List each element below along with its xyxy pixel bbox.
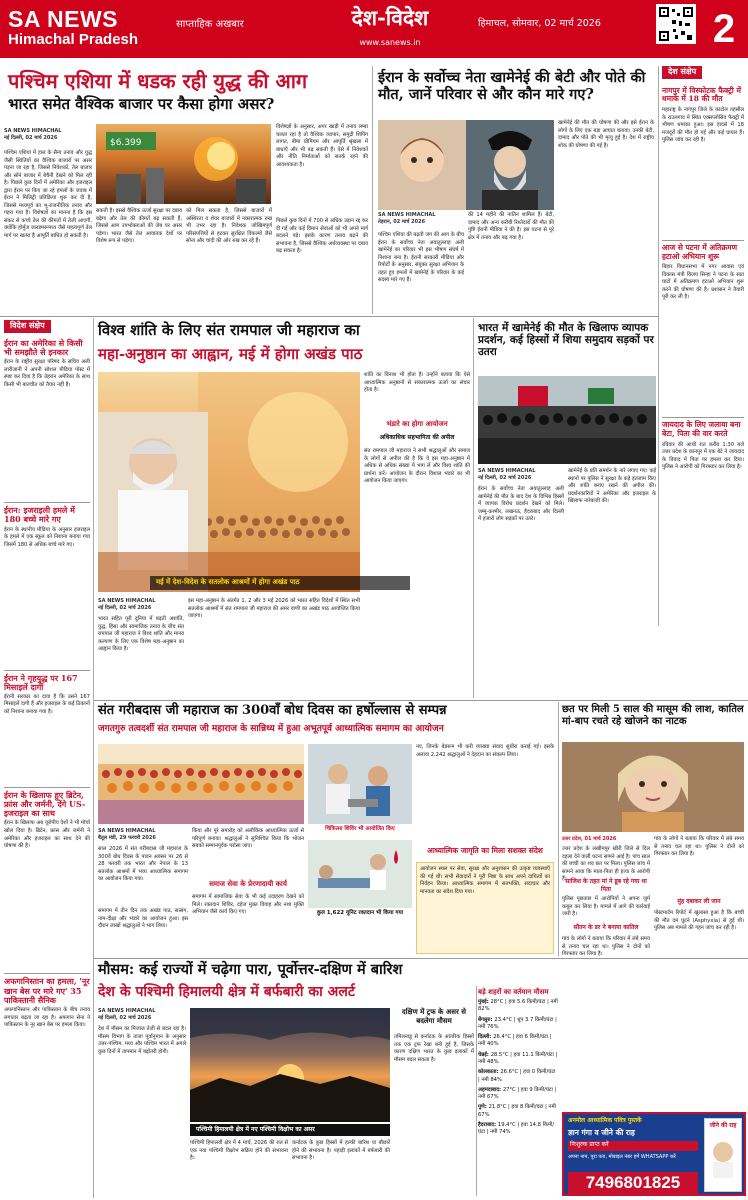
story6-col1: उत्तर प्रदेश के लखीमपुर खीरी जिले से दिल दहला देने वाली घटना सामने आई है। पांच साल की बच्ची का शव छत पर मिला। पुलिस जांच में सामने आया कि माता-पिता ही हत्या के आरोपी हैं।: [562, 846, 650, 883]
story2-col2: खामेनेई की मौत की घोषणा की और इसे ईरान के लोगों के लिए एक बड़ा आघात बताया। उनकी बेटी, दामाद और पोते की भी मृत्यु हुई है। देश में राष्ट्रीय शोक की घोषणा की गई है।: [558, 120, 654, 149]
story3-sub2: अधिकाधिक सहभागिता की अपील: [379, 434, 455, 441]
story3-byline-block: [98, 598, 188, 614]
weather-city: पुणे:: [478, 1104, 489, 1111]
ad-line1: अनमोल आध्यात्मिक पवित्र पुस्तकें: [568, 1117, 642, 1124]
story6-headline: छत पर मिली 5 साल की मासूम की लाश, कातिल मां-बाप रचते रहे खोजने का नाटक: [562, 704, 744, 727]
story7-col3: कर्नाटक के कुछ हिस्सों में हल्की बारिश या बौछारें होने की संभावना है। पहाड़ी इलाकों में बर्फबारी की संभावना है।: [292, 1140, 390, 1162]
masthead: [0, 0, 748, 58]
dateline: नई दिल्ली, 02 मार्च 2026: [4, 134, 58, 141]
brief-text: महाराष्ट्र के नागपुर जिले के काटोल तहसील के राउलगांव में स्थित एक्सप्लोसिव फैक्ट्री में भीषण धमाका हुआ। इस हादसे में 18 मजदूरों की मौत हो गई और कई घायल हैं। पुलिस जांच कर रही है।: [662, 107, 744, 144]
ad-line4: अपना नाम, पूरा पता, मोबाइल नंबर हमें WHATSAPP करें: [568, 1154, 676, 1160]
brief-text: ईरान के खिलाफ अब यूरोपीय देशों ने भी मोर्चा खोल दिया है। ब्रिटेन, फ्रांस और जर्मनी ने अमेरिका और इजराइल का साथ देने की घोषणा की है।: [4, 820, 90, 850]
brief-text: बिहार विधानसभा में नगर आवास एवं विकास मंत्री विजय सिन्हा ने पटना के सात घाटों में अतिक्रमण हटाओ अभियान शुरू करने की घोषणा की है। प्रशासन ने तैयारी पूरी कर ली है।: [662, 264, 744, 301]
story3-col2: इस महा-अनुष्ठान के अंतर्गत 1, 2 और 3 मई 2026 को भारत सहित विदेशों में स्थित सभी सतलोक आश्रमों में संत रामपाल जी महाराज की अमर वाणी का अखंड पाठ आयोजित किया जाएगा।: [188, 598, 360, 620]
story5-photo-medical: [308, 744, 412, 824]
story6-col2: पुलिस पूछताछ में आरोपियों ने अपना जुर्म कबूल कर लिया है। मामले में आगे की कार्रवाई जारी है।: [562, 896, 650, 918]
brief-headline: जायदाद के लिए जलाया बना बेटा, पिता की वार करते: [662, 420, 741, 438]
story1-col1: पश्चिम एशिया में हाल के सैन्य तनाव और युद्ध जैसी स्थितियों का वैश्विक बाजारों पर असर पड़ना जा रहा है, जिससे निवेशकों, तेल बाजार और सोने बाजार में बेचैनी देखने को मिल रही है। पिछले कुछ दिनों में अमेरिका और इजराइल द्वारा ईरान पर किए जा रहे हमलों के जवाब में ईरान ने मिलिट्री प्रतिक्रिया शुरू कर दी है, जिससे मध्यपूर्व का भू-राजनीतिक तनाव और गहरा गया है। विशेषज्ञों का मानना है कि इस संकट से कच्चे तेल की कीमतों में तेजी आएगी, क्योंकि होर्मुज जलडमरूमध्य जैसे महत्वपूर्ण तेल मार्ग पर खतरा है आपूर्ति बाधित हो सकती है।: [4, 150, 92, 239]
ad-box[interactable]: [562, 1112, 746, 1196]
book-cover: [704, 1118, 742, 1192]
story4-headline: भारत में खामेनेई की मौत के खिलाफ व्यापक प्रदर्शन, कई हिस्सों में शिया समुदाय सड़कों पर उतरा: [478, 322, 654, 359]
brief-right-column: [662, 66, 744, 626]
weather-row: [478, 1017, 558, 1032]
brief-headline: नागपुर में विस्फोटक फैक्ट्री में धमाके में 18 की मौत: [662, 85, 741, 104]
story6-col4: पोस्टमार्टम रिपोर्ट में खुलासा हुआ है कि बच्ची की मौत दम घुटने (Asphyxia) से हुई थी। पुलिस अब मामले की गहन जांच कर रही है।: [654, 910, 744, 932]
book-title: जीने की राह: [709, 1122, 737, 1129]
weather-row: [478, 1122, 558, 1137]
story5-col3: किया और पूरे समारोह को अलौकिक आध्यात्मिक ऊर्जा से परिपूर्ण बनाया। श्रद्धालुओं ने सुनिश्चित किया कि भोजन सबको सम्मानपूर्वक परोसा जाए।: [192, 828, 304, 850]
story3-col3: शांति का विनाश भी होता है। उन्होंने बताया कि ऐसे आध्यात्मिक अनुष्ठानों से सकारात्मक ऊर्जा का संचार होता है।: [364, 372, 470, 394]
weather-row: [478, 1069, 558, 1084]
story2-headline: ईरान के सर्वोच्च नेता खामेनेई की बेटी और पोते की मौत, जानें परिवार से और कौन मारे गए?: [378, 69, 646, 103]
weather-value: 23.4°C | धूप 3.7 किमी/घंटा | नमी 76%: [478, 1016, 557, 1030]
dateline: बैतूल मंडी, 29 फरवरी 2026: [98, 834, 156, 841]
brief-text: रविवार की आधी रात करीब 1:30 बजे उत्तर प्रदेश के कानपुर में एक बेटे ने जायदाद के विवाद में पिता पर हमला कर दिया। पुलिस ने आरोपी को गिरफ्तार कर लिया है।: [662, 441, 744, 471]
weather-value: 26.6°C | हवा 0 किमी/घंटा | नमी 84%: [478, 1069, 556, 1083]
story6-col4-top: गांव के लोगों ने बताया कि परिवार में लंबे समय से तनाव चल रहा था। पुलिस ने दोनों को गिरफ्तार कर लिया है।: [654, 836, 744, 858]
brief-text: अफगानिस्तान और पाकिस्तान के बीच तनाव लगातार बढ़ता जा रहा है। अफगान सेना ने पाकिस्तान के नूर खान बेस पर हमला किया।: [4, 1007, 90, 1029]
brand-name: SA NEWS: [8, 6, 118, 32]
story2-col1: पश्चिम एशिया की बढ़ती जंग की आग के बीच ईरान के सर्वोच्च नेता अयातुल्लाह अली खामेनेई का परिवार भी इस भीषण संघर्ष में निशाना बना है। ईरानी सरकारी मीडिया और रिपोर्टों के अनुसार, संयुक्त सुरक्षा अभियान के तहत हुए हमलों में खामेनेई के परिवार के कई सदस्य मारे गए हैं।: [378, 232, 464, 284]
story5-col4: समागम में सामाजिक सेवा के भी कई उदाहरण देखने को मिले। रक्तदान शिविर, दहेज मुक्त विवाह और नशा मुक्ति अभियान जैसे कार्य किए गए।: [192, 894, 304, 916]
story5-byline-block: [98, 828, 188, 844]
story6-sub3: मुंह दबाकर ली जान: [677, 898, 721, 905]
weather-table: [478, 988, 558, 1188]
dateline: नई दिल्ली, 02 मार्च 2026: [98, 1014, 152, 1021]
byline: SA NEWS HIMACHAL: [478, 468, 536, 474]
weather-row: [478, 1104, 558, 1119]
story1-col4: विशेषज्ञों के अनुसार, अगर खाड़ी में तनाव लम्बा चलता रहा है तो वैश्विक व्यापार, समुद्री शिपिंग लागत, बीमा प्रीमियम और आपूर्ति श्रृंखला में बाधाएँ और भी बढ़ सकती हैं। ऐसे में निवेशकों और नीति निर्माताओं को सतर्क रहने की आवश्यकता है।: [276, 124, 368, 168]
weather-row: [478, 1052, 558, 1067]
story7-col4: तमिलनाडु से कर्नाटक के आंतरिक हिस्सों तक एक ट्रफ रेखा बनी हुई है, जिसके कारण दक्षिण भारत के कुछ इलाकों में मौसम बदल सकता है।: [394, 1034, 474, 1063]
story7-headline: मौसम: कई राज्यों में चढ़ेगा पारा, पूर्वोत्तर-दक्षिण में बारिश: [98, 961, 403, 978]
weather-row: [478, 1087, 558, 1102]
story7-subheadline: देश के पश्चिमी हिमालयी क्षेत्र में बर्फबारी का अलर्ट: [98, 984, 355, 1000]
story3-col4: संत रामपाल जी महाराज ने सभी श्रद्धालुओं और समाज के लोगों से अपील की है कि वे इस महा-अनुष्ठान में अधिक से अधिक संख्या में भाग लें और विश्व शांति की प्रार्थना करें। आयोजन के दौरान विशाल भंडारे का भी आयोजन किया जाएगा।: [364, 448, 470, 485]
weather-city: चेन्नई:: [478, 1051, 491, 1058]
story2-col3: की 14 महीने की नातिन शामिल हैं। बेटी, दामाद और अन्य करीबी रिश्तेदारों की मौत की पुष्टि ईरानी मीडिया ने की है। इस घटना से पूरे क्षेत्र में तनाव और बढ़ गया है।: [468, 212, 554, 241]
story5-sub2: आध्यात्मिक जागृति का मिला सशक्त संदेश: [427, 846, 543, 855]
story4-col1: ईरान के सर्वोच्च नेता अयातुल्लाह अली खामेनेई की मौत के बाद देश के विभिन्न हिस्सों में व्यापक विरोध प्रदर्शन देखने को मिले। जम्मू-कश्मीर, लखनऊ, हैदराबाद और दिल्ली में हजारों लोग सड़कों पर उतरे।: [478, 486, 564, 523]
brief-headline: अफगानिस्तान का हमला, 'नूर खान बेस पर मारे गए' 35 पाकिस्तानी सैनिक: [4, 976, 90, 1005]
story5-photo-blood: [308, 840, 412, 908]
brand-region: Himachal Pradesh: [8, 31, 139, 48]
story7-col2: पश्चिमी हिमालयी क्षेत्र में 4 मार्च, 2026 की रात से एक नया पश्चिमी विक्षोभ सक्रिय होने की संभावना है।: [190, 1140, 288, 1162]
byline: SA NEWS HIMACHAL: [378, 212, 436, 218]
weather-value: 19.4°C | हवा 14.8 किमी/घंटा | नमी 74%: [478, 1121, 555, 1136]
brief-text: ईरान के स्थानीय मीडिया के अनुसार इजराइल के हमले में एक स्कूल को निशाना बनाया गया जिसमें 180 से अधिक बच्चे मारे गए।: [4, 526, 90, 548]
brief-left-column: [4, 320, 90, 1196]
story3-photo-caption: मई में देश-विदेश के सतलोक आश्रमों में होगा अखंड पाठ: [150, 576, 410, 590]
byline: SA NEWS HIMACHAL: [98, 828, 156, 834]
story1-byline-block: [4, 128, 92, 148]
story3-headline: विश्व शांति के लिए संत रामपाल जी महाराज का: [98, 321, 360, 339]
dateline: तेहरान, 02 मार्च 2026: [378, 218, 426, 225]
weather-city: हैदराबाद:: [478, 1121, 498, 1128]
brief-text: ईरान के राष्ट्रीय सुरक्षा परिषद के सचिव अली लारीजानी ने अपनी सोशल मीडिया पोस्ट में स्पष्ट कर दिया है कि तेहरान अमेरिका के साथ किसी भी बातचीत को तैयार नहीं है।: [4, 359, 90, 388]
story6-photo: [562, 742, 744, 832]
story4-photo: [478, 376, 656, 464]
story3-subheadline: महा-अनुष्ठान का आह्वान, मई में होगा अखंड पाठ: [98, 345, 363, 363]
dateline: नई दिल्ली, 02 मार्च 2026: [478, 474, 532, 481]
story7-col1: देश में मौसम का मिजाज तेजी से बदल रहा है। मौसम विभाग के ताजा पूर्वानुमान के अनुसार उत्तर-पश्चिम, मध्य और पश्चिम भारत में अगले कुछ दिनों में तापमान में बढ़ोतरी होगी।: [98, 1026, 186, 1055]
byline: SA NEWS HIMACHAL: [98, 1008, 156, 1014]
weather-city: अहमदाबाद:: [478, 1086, 503, 1093]
weather-value: 27°C | हवा 9 किमी/घंटा | नमी 67%: [478, 1086, 557, 1101]
weather-city: मुंबई:: [478, 999, 491, 1006]
story6-sub2: सौतन के डर ने बनाया कातिल: [573, 924, 639, 931]
story1-col5: पिछले कुछ दिनों में 700 से अधिक उड़ान रद्द कर दी गई और कई विमान सेवाओं को भी अपने मार्ग बदलने पड़े। इसके कारण तनाव बढ़ने की संभावना है, जिससे वैश्विक अर्थव्यवस्था पर दबाव बढ़ सकता है।: [276, 218, 368, 255]
brief-headline: ईरान ने गृहयुद्ध पर 167 मिसाइलें दागीं: [4, 672, 78, 692]
svg-text:$6.399: $6.399: [110, 138, 142, 148]
weather-value: 26.4°C | हवा 6 किमी/घंटा | नमी 40%: [478, 1034, 552, 1048]
section-tag: देश संक्षेप: [662, 66, 702, 79]
story2-byline-block: [378, 212, 468, 230]
section-title: देश-विदेश: [351, 5, 429, 30]
ad-line2: ज्ञान गंगा व जीने की राह: [568, 1128, 635, 1137]
brief-text: ईरानी सरकार का दावा है कि उसने 167 मिसाइलें दागी हैं और इजराइल के कई ठिकानों को निशाना बनाया गया है।: [4, 693, 90, 715]
weather-city: बेंगलुरु:: [478, 1016, 495, 1023]
story3-photo: [98, 372, 360, 592]
weather-row: [478, 999, 558, 1014]
story5-photo-caption-1: चिकित्सा शिविर भी आयोजित किए: [325, 826, 395, 832]
weekly-label: साप्ताहिक अखबार: [176, 19, 244, 30]
issue-date: हिमाचल, सोमवार, 02 मार्च 2026: [478, 18, 601, 29]
weather-value: 21.8°C | हवा 8 किमी/घंटा | नमी 67%: [478, 1104, 556, 1118]
story5-col5: नए, जिनके बेडरूम भी करी व्याख्या संवाद सुधीरा कराई गई। इसके अलावा 2,242 श्रद्धालुओं ने देहदान का संकल्प लिया।: [416, 744, 554, 758]
story2-photo: [378, 120, 554, 210]
story1-headline: पश्चिम एशिया में धडक रही युद्ध की आग: [8, 69, 308, 93]
story1-subheadline: भारत समेत वैश्विक बाजार पर कैसा होगा असर?: [8, 95, 275, 113]
story7-photo: [190, 1008, 390, 1122]
story4-byline-block: [478, 468, 564, 484]
story5-subheadline: जगतगुरु तत्वदर्शी संत रामपाल जी महाराज के सान्निध्य में हुआ अभूतपूर्व आध्यात्मिक समागम का आयोजन: [98, 724, 444, 734]
brief-headline: आज से पटना में अतिक्रमण हटाओ अभियान शुरू: [662, 243, 737, 261]
story5-box: आयोजन स्थल पर सेवा, सुरक्षा और अनुशासन की उत्कृष्ट व्यवस्थाएँ की गई थीं। सभी सेवादारों ने पूरी निष्ठा के साथ अपने दायित्वों का निर्वहन किया। आध्यात्मिक समागम में सतभक्ति, सदाचार और मानवता का संदेश दिया गया।: [416, 862, 554, 954]
story7-sub1: दक्षिण में ट्रफ के असर से बदलेगा मौसम: [402, 1008, 466, 1026]
weather-city: दिल्ली:: [478, 1034, 494, 1041]
byline: SA NEWS HIMACHAL: [98, 598, 156, 604]
story5-photo-crowd: [98, 744, 304, 824]
website[interactable]: www.sanews.in: [359, 38, 421, 47]
story3-col1: भारत सहित पूरी दुनिया में बढ़ती अशांति, युद्ध, हिंसा और सामाजिक तनाव के बीच संत रामपाल जी महाराज ने विश्व शांति और मानव कल्याण के लिए एक विशेष महा-अनुष्ठान का आह्वान किया है।: [98, 616, 184, 653]
story7-photo-caption: पश्चिमी हिमालयी क्षेत्र में नए पश्चिमी विक्षोभ का असर: [190, 1124, 390, 1136]
story1-photo-war: [96, 124, 271, 204]
weather-value: 28°C | हवा 5.6 किमी/घंटा | नमी 82%: [478, 999, 558, 1013]
section-tag: विदेश संक्षेप: [4, 320, 51, 333]
dateline: नई दिल्ली, 02 मार्च 2026: [98, 604, 152, 611]
story6-sub1: साजिश के तहत मां ने डूब रहे गया था पिता: [565, 878, 647, 894]
page-number: 2: [712, 7, 736, 51]
story1-col3: को मिल सकता है, जिससे बाजारों में अस्थिरता व शेयर बाजारों में नकारात्मक रुख भी उभर रहा है। निवेशक जोखिमपूर्ण परिसंपत्तियों से हटकर सुरक्षित विकल्पों जैसे सोना और चांदी की ओर रुख कर रहे हैं।: [186, 208, 272, 245]
weather-title: बड़े शहरों का वर्तमान मौसम: [478, 987, 549, 996]
story5-col1: साल 2026 में संत गरीबदास जी महाराज के 300वें बोध दिवस के पावन अवसर पर 26 से 28 फरवरी तक भारत और नेपाल के 13 सतलोक आश्रमों में भव्य आध्यात्मिक समागम का आयोजन किया गया।: [98, 846, 188, 883]
story1-col2: सकती है। इससे वैश्विक ऊर्जा सुरक्षा पर दबाव बढ़ेगा और तेल की कीमतें बढ़ सकती हैं, जिससे आम उपभोक्ताओं की जेब पर असर पड़ेगा। भारत जैसे तेल आयातक देशों पर विशेष रूप से पड़ेगा।: [96, 208, 182, 245]
brief-headline: ईरान का अमेरिका से किसी भी समझौते से इनकार: [4, 337, 83, 357]
ad-line3: निःशुल्क प्राप्त करें: [568, 1141, 698, 1151]
byline: SA NEWS HIMACHAL: [4, 128, 62, 134]
brief-headline: ईरान: इजराइली हमले में 180 बच्चे मारे गए: [4, 505, 75, 525]
story5-sub1: समाज सेवा के प्रेरणादायी कार्य: [209, 880, 287, 888]
story7-byline-block: [98, 1008, 188, 1024]
story6-dateline: उत्तर प्रदेश, 01 मार्च 2026: [562, 836, 617, 842]
story3-sub1: भंडारे का होगा आयोजन: [386, 420, 448, 428]
story6-col3: गांव के लोगों ने बताया कि परिवार में लंबे समय से तनाव चल रहा था। पुलिस ने दोनों को गिरफ्तार कर लिया है।: [562, 936, 650, 958]
weather-row: [478, 1034, 558, 1049]
story5-col2: समागम में तीन दिन तक अखंड पाठ, सत्संग, नाम-दीक्षा और भंडारे का आयोजन हुआ। इस दौरान लाखों श्रद्धालुओं ने भाग लिया।: [98, 908, 188, 930]
weather-value: 28.5°C | हवा 11.1 किमी/घंटा | नमी 48%: [478, 1051, 558, 1066]
brief-headline: ईरान के खिलाफ हुए ब्रिटेन, फ्रांस और जर्मनी, देंगे US-इजराइल का साथ: [4, 789, 86, 819]
story4-col2: खामेनेई के प्रति समर्थन के नारे लगाए गए। कई स्थानों पर पुलिस ने सुरक्षा के कड़े इंतजाम किए और शांति बनाए रखने की अपील की। प्रदर्शनकारियों ने अमेरिका और इजराइल के खिलाफ नारेबाजी की।: [568, 468, 656, 505]
story5-headline: संत गरीबदास जी महाराज का 300वाँ बोध दिवस का हर्षोल्लास से सम्पन्न: [98, 703, 447, 718]
qr-code-icon: [656, 4, 696, 44]
ad-phone[interactable]: 7496801825: [568, 1172, 698, 1194]
weather-city: कोलकाता:: [478, 1069, 501, 1076]
story5-photo-caption-2: कुल 1,622 यूनिट रक्तदान भी किया गया: [316, 910, 404, 916]
